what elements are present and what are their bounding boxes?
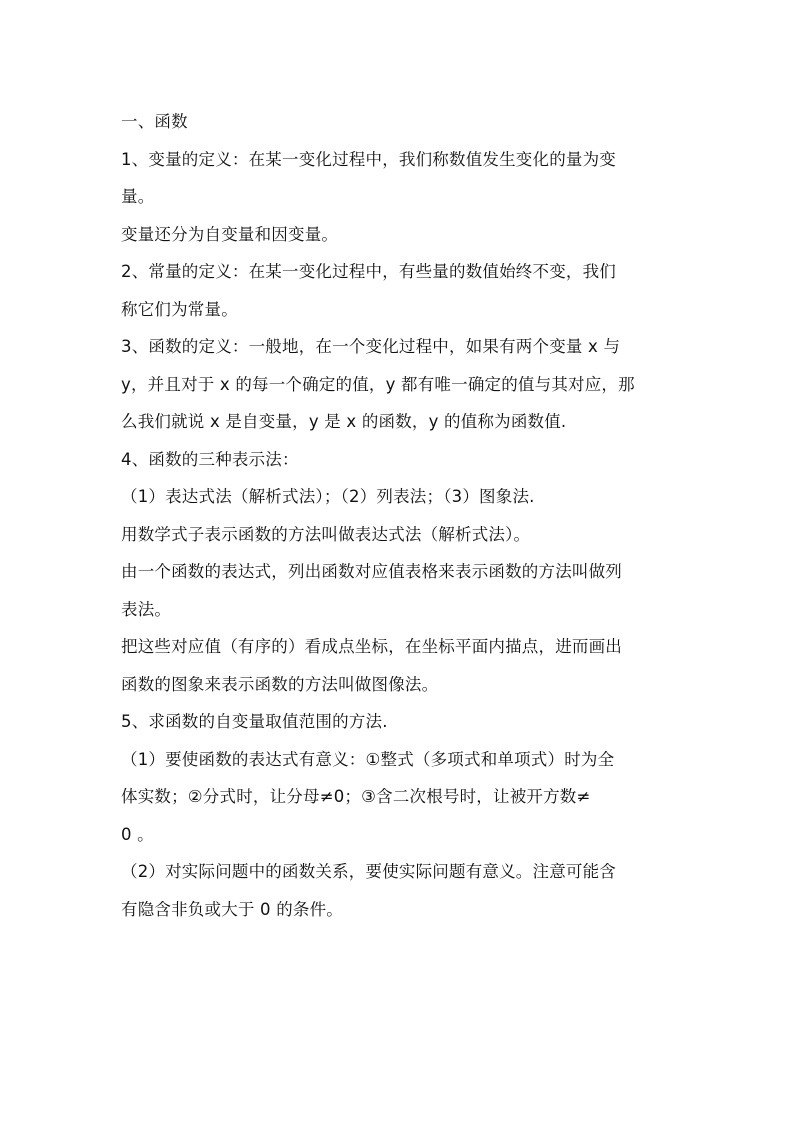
constant-definition-line-2: 称它们为常量。	[121, 299, 238, 319]
function-definition-line-3: 么我们就说 x 是自变量，y 是 x 的函数，y 的值称为函数值.	[121, 412, 567, 431]
domain-rule-1-line-2: 体实数；②分式时，让分母≠0；③含二次根号时，让被开方数≠	[121, 787, 591, 806]
table-method-line-1: 由一个函数的表达式，列出函数对应值表格来表示函数的方法叫做列	[121, 562, 622, 581]
representation-methods-list: （1）表达式法（解析式法）；（2）列表法；（3）图象法.	[121, 487, 535, 506]
domain-rule-2-line-2: 有隐含非负或大于 0 的条件。	[121, 899, 343, 919]
function-definition-line-1: 3、函数的定义：一般地，在一个变化过程中，如果有两个变量 x 与	[121, 337, 621, 356]
domain-rule-1-line-3: 0 。	[121, 824, 154, 844]
domain-method-heading: 5、求函数的自变量取值范围的方法.	[121, 712, 388, 731]
domain-rule-1-line-1: （1）要使函数的表达式有意义：①整式（多项式和单项式）时为全	[121, 749, 615, 769]
section-heading-functions: 一、函数	[121, 112, 188, 131]
constant-definition-line-1: 2、常量的定义：在某一变化过程中，有些量的数值始终不变，我们	[121, 262, 616, 281]
variable-definition-line-2: 量。	[121, 187, 155, 206]
graph-method-line-1: 把这些对应值（有序的）看成点坐标，在坐标平面内描点，进而画出	[121, 637, 622, 656]
function-definition-line-2: y，并且对于 x 的每一个确定的值，y 都有唯一确定的值与其对应，那	[121, 374, 635, 394]
table-method-line-2: 表法。	[121, 599, 172, 619]
variable-definition-line-1: 1、变量的定义：在某一变化过程中，我们称数值发生变化的量为变	[121, 149, 616, 169]
expression-method-line: 用数学式子表示函数的方法叫做表达式法（解析式法）。	[121, 524, 531, 544]
graph-method-line-2: 函数的图象来表示函数的方法叫做图像法。	[121, 674, 439, 694]
document-body	[121, 103, 681, 928]
representation-methods-heading: 4、函数的三种表示法：	[121, 449, 299, 469]
variable-types-line: 变量还分为自变量和因变量。	[121, 224, 339, 244]
domain-rule-2-line-1: （2）对实际问题中的函数关系，要使实际问题有意义。注意可能含	[121, 862, 616, 881]
